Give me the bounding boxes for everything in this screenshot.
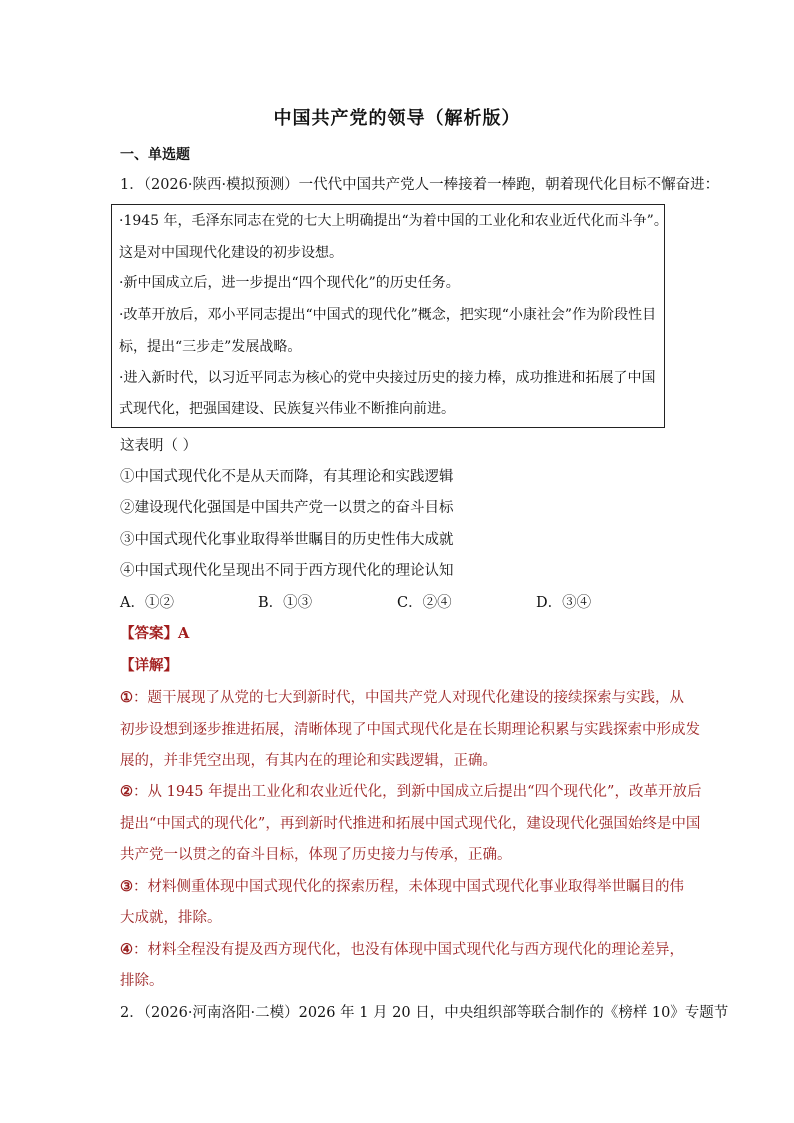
statement-item: ①中国式现代化不是从天而降，有其理论和实践逻辑 — [120, 469, 454, 485]
question-source: （2026·陕西·模拟预测） — [143, 177, 299, 193]
analysis-line — [120, 814, 700, 834]
question-number: 2． — [120, 1005, 144, 1021]
question-2-stem-line — [120, 1003, 728, 1023]
question-number: 1． — [120, 177, 144, 193]
analysis-line — [120, 877, 684, 897]
material-line: ·1945 年，毛泽东同志在党的七大上明确提出“为着中国的工业化和农业近代化而斗争”。 — [119, 213, 668, 229]
analysis-text: ：材料侧重体现中国式现代化的探索历程，未体现中国式现代化事业取得举世瞩目的伟 — [133, 879, 684, 895]
statement-item: ②建设现代化强国是中国共产党一以贯之的奋斗目标 — [120, 500, 454, 516]
analysis-text: 共产党一以贯之的奋斗目标，体现了历史接力与传承，正确。 — [120, 847, 512, 863]
question-1-stem-line — [120, 175, 719, 195]
material-line: 式现代化，把强国建设、民族复兴伟业不断推向前进。 — [119, 401, 455, 417]
analysis-text: 初步设想到逐步推进拓展，清晰体现了中国式现代化是在长期理论积累与实践探索中形成发 — [120, 722, 700, 738]
analysis-text: 排除。 — [120, 973, 164, 989]
analysis-marker: ① — [120, 689, 133, 706]
option-d[interactable]: D．③④ — [536, 595, 592, 611]
analysis-line — [120, 720, 700, 740]
section-heading: 一、单选题 — [120, 147, 190, 163]
analysis-marker: ② — [120, 783, 133, 800]
analysis-line — [120, 908, 222, 928]
option-c[interactable]: C．②④ — [397, 595, 452, 611]
analysis-text: ：题干展现了从党的七大到新时代，中国共产党人对现代化建设的接续探索与实践，从 — [133, 690, 684, 706]
analysis-text: 提出“中国式的现代化”，再到新时代推进和拓展中国式现代化，建设现代化强国始终是中国 — [120, 816, 701, 832]
analysis-line — [120, 971, 164, 991]
analysis-line — [120, 751, 497, 771]
analysis-text: 大成就，排除。 — [120, 910, 222, 926]
analysis-line — [120, 688, 684, 708]
analysis-line — [120, 845, 512, 865]
detail-label: 【详解】 — [120, 657, 178, 674]
statement-item: ③中国式现代化事业取得举世瞩目的历史性伟大成就 — [120, 532, 454, 548]
document-title: 中国共产党的领导（解析版） — [273, 108, 521, 129]
question-source: （2026·河南洛阳·二模） — [143, 1005, 299, 1021]
material-line: ·新中国成立后，进一步提出“四个现代化”的历史任务。 — [119, 275, 460, 291]
answer-label: 【答案】A — [120, 625, 190, 642]
analysis-marker: ④ — [120, 941, 133, 958]
question-stem: 一代代中国共产党人一棒接着一棒跑，朝着现代化目标不懈奋进： — [298, 177, 720, 193]
analysis-text: ：从 1945 年提出工业化和农业近代化，到新中国成立后提出“四个现代化”，改革开放后 — [133, 784, 702, 800]
statement-item: ④中国式现代化呈现出不同于西方现代化的理论认知 — [120, 563, 454, 579]
option-a[interactable]: A．①② — [120, 595, 174, 611]
option-b[interactable]: B．①③ — [258, 595, 313, 611]
material-line: 这是对中国现代化建设的初步设想。 — [119, 245, 343, 261]
material-line: ·改革开放后，邓小平同志提出“中国式的现代化”概念，把实现“小康社会”作为阶段性目 — [119, 307, 657, 323]
material-line: 标，提出“三步走”发展战略。 — [119, 339, 302, 355]
material-line: ·进入新时代，以习近平同志为核心的党中央接过历史的接力棒，成功推进和拓展了中国 — [119, 370, 656, 386]
question-stem: 2026 年 1 月 20 日，中央组织部等联合制作的《榜样 10》专题节 — [298, 1005, 729, 1021]
analysis-text: ：材料全程没有提及西方现代化，也没有体现中国式现代化与西方现代化的理论差异， — [133, 942, 684, 958]
question-prompt: 这表明（ ） — [120, 438, 198, 454]
analysis-text: 展的，并非凭空出现，有其内在的理论和实践逻辑，正确。 — [120, 753, 497, 769]
analysis-line — [120, 782, 701, 802]
analysis-marker: ③ — [120, 878, 133, 895]
analysis-line — [120, 940, 684, 960]
